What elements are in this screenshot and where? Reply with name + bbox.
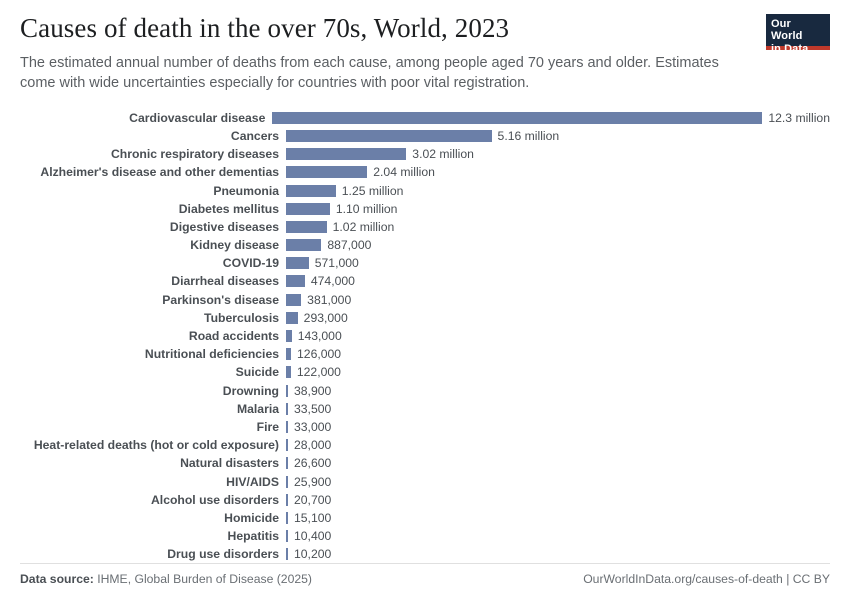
bar-category-label: Alzheimer's disease and other dementias	[40, 165, 279, 180]
data-source-label: Data source:	[20, 572, 94, 586]
bar-track	[286, 272, 830, 290]
bar-category-label: Suicide	[235, 365, 279, 380]
bar-row	[20, 181, 830, 199]
bar-row	[20, 345, 830, 363]
bar-track	[286, 345, 830, 363]
bar-row	[20, 400, 830, 418]
bar-category-label: Cancers	[230, 128, 279, 143]
bar-value-label: 571,000	[314, 256, 359, 271]
bar[interactable]	[286, 403, 288, 415]
bar-value-label: 28,000	[294, 438, 332, 453]
bar-row	[20, 254, 830, 272]
bar-category-label: Tuberculosis	[204, 310, 279, 325]
bar[interactable]	[286, 548, 288, 560]
bar-category-label: Hepatitis	[227, 529, 279, 544]
bar[interactable]	[286, 185, 336, 197]
bar-category-label: Heat-related deaths (hot or cold exposure)	[33, 438, 279, 453]
bar-track	[272, 109, 830, 127]
bar-row	[20, 545, 830, 563]
bar[interactable]	[272, 112, 762, 124]
bar-track	[286, 127, 830, 145]
bar[interactable]	[286, 494, 288, 506]
bar[interactable]	[286, 312, 298, 324]
bar-track	[286, 254, 830, 272]
bar-track	[286, 400, 830, 418]
bar[interactable]	[286, 421, 288, 433]
bar-value-label: 25,900	[294, 474, 332, 489]
bar[interactable]	[286, 457, 288, 469]
bar-row	[20, 454, 830, 472]
bar-track	[286, 472, 830, 490]
logo-line-1: Our World	[771, 18, 803, 43]
bar[interactable]	[286, 439, 288, 451]
bar-category-label: HIV/AIDS	[226, 474, 279, 489]
bar-row	[20, 418, 830, 436]
bar-value-label: 122,000	[296, 365, 341, 380]
bar[interactable]	[286, 348, 291, 360]
bar-category-label: Diarrheal diseases	[171, 274, 279, 289]
bar-value-label: 143,000	[297, 329, 342, 344]
bar[interactable]	[286, 166, 367, 178]
bar[interactable]	[286, 148, 406, 160]
bar-row	[20, 236, 830, 254]
bar-category-label: Parkinson's disease	[162, 292, 279, 307]
bar-category-label: Fire	[256, 419, 279, 434]
bar[interactable]	[286, 239, 321, 251]
bar[interactable]	[286, 275, 305, 287]
bar[interactable]	[286, 366, 291, 378]
bar-row	[20, 491, 830, 509]
bar-row	[20, 309, 830, 327]
bar-category-label: Road accidents	[188, 329, 279, 344]
bar-value-label: 38,900	[294, 383, 332, 398]
bar-category-label: Natural disasters	[180, 456, 279, 471]
data-source-text: IHME, Global Burden of Disease (2025)	[97, 572, 312, 586]
bar-value-label: 474,000	[310, 274, 355, 289]
bar-value-label: 126,000	[297, 347, 342, 362]
bar-row	[20, 163, 830, 181]
bar[interactable]	[286, 512, 288, 524]
bar-category-label: Diabetes mellitus	[178, 201, 279, 216]
bar-track	[286, 236, 830, 254]
bar-value-label: 33,500	[294, 401, 332, 416]
bar-row	[20, 436, 830, 454]
bar[interactable]	[286, 385, 288, 397]
bar[interactable]	[286, 203, 330, 215]
bar-value-label: 33,000	[294, 419, 332, 434]
bar-track	[286, 363, 830, 381]
bar-row	[20, 109, 830, 127]
bar-value-label: 1.02 million	[332, 219, 395, 234]
bar-category-label: COVID-19	[222, 256, 279, 271]
bar-category-label: Drowning	[222, 383, 279, 398]
bar-value-label: 15,100	[294, 510, 332, 525]
bar-row	[20, 145, 830, 163]
bar-category-label: Kidney disease	[190, 238, 279, 253]
bar-value-label: 2.04 million	[373, 165, 435, 180]
bar-value-label: 1.25 million	[341, 183, 404, 198]
bar-track	[286, 218, 830, 236]
page-title: Causes of death in the over 70s, World, 2023	[20, 13, 510, 43]
bar-category-label: Chronic respiratory diseases	[111, 147, 279, 162]
bar-track	[286, 418, 830, 436]
bar-row	[20, 527, 830, 545]
bar-value-label: 887,000	[327, 238, 372, 253]
bar-track	[286, 309, 830, 327]
bar-category-label: Alcohol use disorders	[151, 492, 279, 507]
bar-category-label: Cardiovascular disease	[129, 110, 266, 125]
bar-chart	[20, 109, 830, 564]
bar-row	[20, 127, 830, 145]
bar-track	[286, 454, 830, 472]
bar-track	[286, 509, 830, 527]
bar-value-label: 293,000	[303, 310, 348, 325]
bar-row	[20, 509, 830, 527]
bar-row	[20, 218, 830, 236]
logo-line-2: in Data	[771, 42, 809, 55]
bar-track	[286, 163, 830, 181]
bar-track	[286, 327, 830, 345]
bar-value-label: 10,400	[294, 529, 332, 544]
bar-track	[286, 436, 830, 454]
bar[interactable]	[286, 530, 288, 542]
bar-value-label: 1.10 million	[335, 201, 398, 216]
bar[interactable]	[286, 294, 301, 306]
bar[interactable]	[286, 330, 292, 342]
bar-track	[286, 145, 830, 163]
bar-value-label: 12.3 million	[768, 110, 830, 125]
bar[interactable]	[286, 476, 288, 488]
bar-track	[286, 200, 830, 218]
bar-row	[20, 363, 830, 381]
bar-category-label: Pneumonia	[213, 183, 279, 198]
bar-row	[20, 327, 830, 345]
data-source	[20, 572, 312, 586]
page-subtitle: The estimated annual number of deaths from each cause, among people aged 70 years and older. Estimates come with wide uncertainties especially for countries with poor vital registration.	[20, 54, 719, 91]
bar-track	[286, 291, 830, 309]
bar-value-label: 20,700	[294, 492, 332, 507]
bar-track	[286, 181, 830, 199]
owid-logo[interactable]	[766, 14, 830, 55]
bar-row	[20, 272, 830, 290]
bar-row	[20, 472, 830, 490]
bar-value-label: 5.16 million	[497, 128, 560, 143]
bar-value-label: 10,200	[294, 547, 332, 562]
bar-row	[20, 200, 830, 218]
bar-category-label: Drug use disorders	[167, 547, 279, 562]
bar-value-label: 381,000	[307, 292, 352, 307]
bar-row	[20, 382, 830, 400]
bar-track	[286, 491, 830, 509]
bar[interactable]	[286, 257, 309, 269]
bar[interactable]	[286, 221, 327, 233]
bar[interactable]	[286, 130, 492, 142]
bar-category-label: Digestive diseases	[169, 219, 279, 234]
bar-category-label: Homicide	[224, 510, 279, 525]
bar-category-label: Nutritional deficiencies	[144, 347, 279, 362]
bar-row	[20, 291, 830, 309]
bar-track	[286, 382, 830, 400]
bar-value-label: 26,600	[294, 456, 332, 471]
chart-footer	[20, 563, 830, 586]
bar-track	[286, 545, 830, 563]
bar-value-label: 3.02 million	[412, 147, 474, 162]
bar-category-label: Malaria	[236, 401, 279, 416]
attribution[interactable]: OurWorldInData.org/causes-of-death | CC BY	[583, 572, 830, 586]
bar-track	[286, 527, 830, 545]
